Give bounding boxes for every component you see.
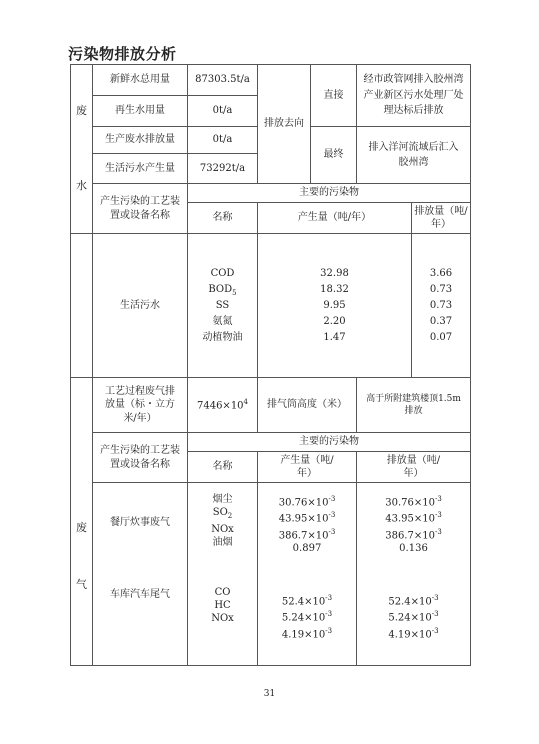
pollutant-name: 氨氮 — [212, 315, 233, 327]
generated-value: 2.20 — [323, 315, 346, 327]
exhaust-gas-table — [70, 377, 471, 666]
emitted-value: 0.37 — [429, 315, 453, 327]
emitted-value: $386.7\times 10^{-3}$ — [385, 527, 442, 541]
page-number: 31 — [263, 689, 276, 699]
emitted-value: 0.136 — [399, 542, 428, 554]
production-wastewater-value: 0t/a — [188, 127, 258, 154]
pollutant-name: 烟尘 — [212, 494, 233, 505]
source-header: 产生污染的工艺装置或设备名称 — [93, 184, 188, 234]
recycled-water-value: 0t/a — [188, 96, 258, 127]
pollutant-name: 油烟 — [212, 537, 233, 548]
domestic-sewage-value: 73292t/a — [188, 154, 258, 184]
process-exhaust-label: 工艺过程废气排放量（标・立方米/年） — [93, 378, 188, 433]
final-label: 最终 — [311, 127, 357, 184]
emitted-value: 0.73 — [429, 283, 453, 295]
stack-height-value: 高于所附建筑楼顶1.5m排放 — [357, 378, 471, 433]
final-text: 排入洋河流域后汇入胶州湾 — [357, 127, 471, 184]
recycled-water-label: 再生水用量 — [93, 96, 188, 127]
pollutant-name: NOx — [211, 613, 234, 624]
emitted-value: 0.07 — [429, 331, 453, 343]
pollutant-name: COD — [210, 267, 235, 279]
air-pollutants-header: 主要的污染物 — [188, 433, 471, 452]
pollutant-name: NOx — [211, 524, 234, 535]
process-exhaust-value: $7446\times 10^4$ — [188, 378, 258, 433]
emitted-value: 3.66 — [429, 267, 453, 279]
production-wastewater-label: 生产废水排放量 — [93, 127, 188, 154]
emitted-header: 排放量（吨/年） — [412, 203, 471, 234]
generated-value: $4.19\times 10^{-3}$ — [281, 626, 333, 640]
fresh-water-value: 87303.5t/a — [188, 65, 258, 96]
generated-value: $30.76\times 10^{-3}$ — [278, 495, 336, 509]
emitted-value: $5.24\times 10^{-3}$ — [388, 610, 439, 624]
generated-value: 0.897 — [292, 542, 322, 554]
emitted-value: 0.73 — [429, 299, 453, 311]
emitted-value: $52.4\times 10^{-3}$ — [388, 593, 439, 608]
exhaust-section-label: 废 气 — [71, 378, 93, 666]
generated-value: 18.32 — [320, 283, 349, 295]
air-source-name: 车库汽车尾气 — [110, 589, 170, 600]
pollutant-name: HC — [214, 600, 231, 611]
pollutant-name: SS — [215, 299, 230, 311]
air-source-name: 餐厅炊事废气 — [110, 517, 170, 528]
pollutant-name: $BOD_5$ — [208, 283, 237, 297]
generated-value: $386.7\times 10^{-3}$ — [278, 527, 336, 541]
pollutant-name: CO — [214, 587, 231, 598]
air-pollutant-names — [188, 483, 258, 666]
domestic-sewage-label: 生活污水产生量 — [93, 154, 188, 184]
air-emitted-header: 排放量（吨/年） — [357, 452, 471, 483]
generated-value: $52.4\times 10^{-3}$ — [281, 593, 333, 608]
name-header: 名称 — [188, 203, 258, 234]
pollutant-name: 动植物油 — [202, 331, 243, 343]
page-title: 污染物排放分析 — [68, 45, 177, 63]
air-source-header: 产生污染的工艺装置或设备名称 — [93, 433, 188, 483]
emitted-value: $4.19\times 10^{-3}$ — [388, 626, 439, 640]
source-name: 生活污水 — [93, 234, 188, 378]
fresh-water-label: 新鲜水总用量 — [93, 65, 188, 96]
generated-value: $5.24\times 10^{-3}$ — [281, 610, 333, 624]
air-sources — [93, 483, 188, 666]
air-emitted-values — [357, 483, 471, 666]
direct-text: 经市政管网排入胶州湾产业新区污水处理厂处理达标后排放 — [357, 65, 471, 127]
air-generated-values — [258, 483, 357, 666]
generated-value: 9.95 — [323, 299, 346, 311]
pollutant-names — [188, 234, 258, 378]
generated-value: 1.47 — [323, 331, 346, 343]
generated-value: $43.95\times 10^{-3}$ — [278, 511, 336, 525]
discharge-label: 排放去向 — [258, 65, 311, 184]
air-name-header: 名称 — [188, 452, 258, 483]
pollutant-name: $SO_2$ — [212, 507, 233, 520]
stack-height-label: 排气筒高度（米） — [258, 378, 357, 433]
generated-values — [258, 234, 412, 378]
pollutants-header: 主要的污染物 — [188, 184, 471, 203]
emitted-values — [412, 234, 471, 378]
emitted-value: $30.76\times 10^{-3}$ — [385, 495, 442, 509]
generated-value: 32.98 — [320, 267, 349, 279]
emitted-value: $43.95\times 10^{-3}$ — [385, 511, 442, 525]
direct-label: 直接 — [311, 65, 357, 127]
generated-header: 产生量（吨/年） — [258, 203, 412, 234]
air-generated-header: 产生量（吨/年） — [258, 452, 357, 483]
wastewater-section-label: 废 水 — [71, 65, 93, 234]
wastewater-table — [70, 64, 471, 378]
